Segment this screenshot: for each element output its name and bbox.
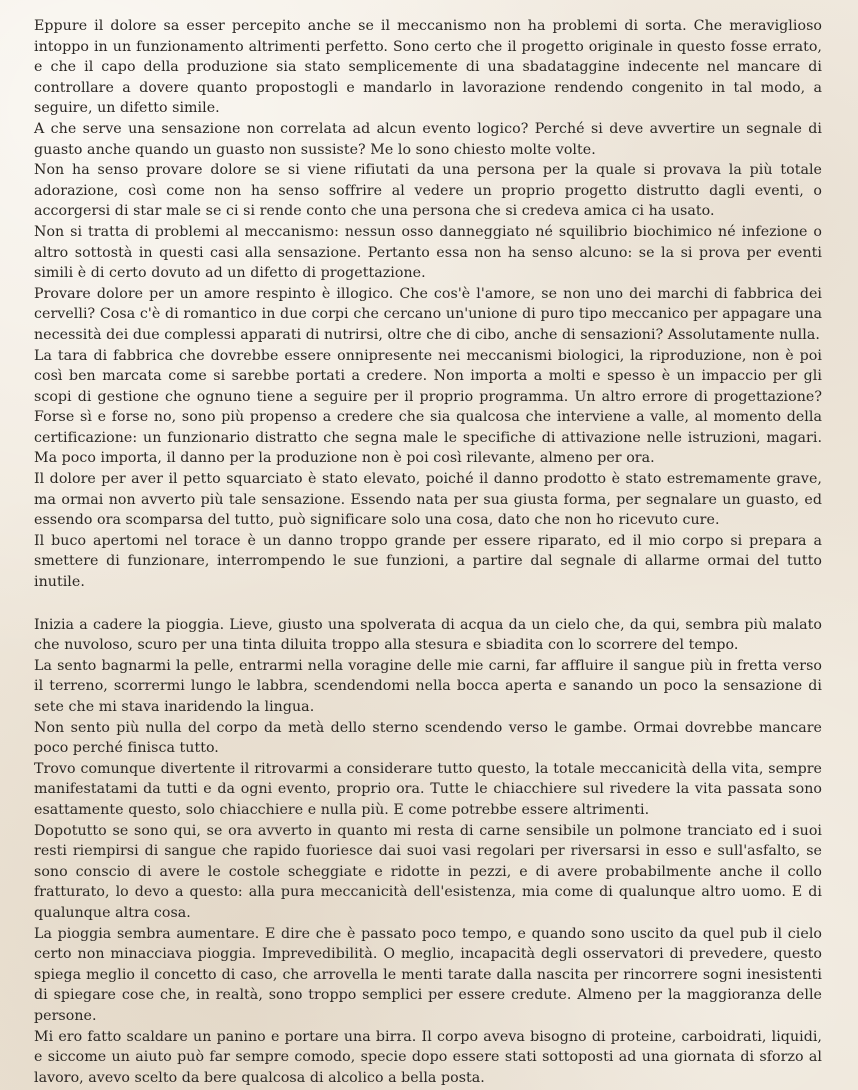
paragraph: Eppure il dolore sa esser percepito anche se il meccanismo non ha problemi di sorta. Che meraviglioso intoppo in un funzionamento altrimenti perfetto. Sono certo che il progetto originale in questo fosse errato, e che il capo della produzione sia stato semplicemente di una sbadataggine indecente nel mancare di controllare a dovere quanto propostogli e mandarlo in lavorazione rendendo congenito in tal modo, a seguire, un difetto simile.	[34, 18, 822, 117]
paragraph: La sento bagnarmi la pelle, entrarmi nella voragine delle mie carni, far affluire il sangue più in fretta verso il terreno, scorrermi lungo le labbra, scendendomi nella bocca aperta e sanando un poco la sensazione di sete che mi stava inaridendo la lingua.	[34, 657, 822, 715]
section-divider	[34, 593, 822, 615]
section-1	[34, 16, 822, 593]
paragraph: La pioggia sembra aumentare. E dire che è passato poco tempo, e quando sono uscito da quel pub il cielo certo non minacciava pioggia. Imprevedibilità. O meglio, incapacità degli osservatori di prevedere, questo spiega meglio il concetto di caso, che arrovella le menti tarate dalla nascita per rincorrere sogni inesistenti di spiegare cose che, in realtà, sono troppo semplici per essere credute. Almeno per la maggioranza delle persone.	[34, 925, 822, 1024]
paragraph: La tara di fabbrica che dovrebbe essere onnipresente nei meccanismi biologici, la riproduzione, non è poi così ben marcata come si sarebbe portati a credere. Non importa a molti e spesso è un impaccio per gli scopi di gestione che ognuno tiene a seguire per il proprio programma. Un altro errore di progettazione? Forse sì e forse no, sono più propenso a credere che sia qualcosa che interviene a valle, al momento della certificazione: un funzionario distratto che segna male le specifiche di attivazione nelle istruzioni, magari. Ma poco importa, il danno per la produzione non è poi così rilevante, almeno per ora.	[34, 347, 822, 467]
paragraph: Mi ero fatto scaldare un panino e portare una birra. Il corpo aveva bisogno di proteine, carboidrati, liquidi, e siccome un aiuto può far sempre comodo, specie dopo essere stati sottoposti ad una giornata di sforzo al lavoro, avevo scelto da bere qualcosa di alcolico a bella posta.	[34, 1028, 822, 1086]
paragraph: Non si tratta di problemi al meccanismo: nessun osso danneggiato né squilibrio biochimico né infezione o altro sottostà in questi casi alla sensazione. Pertanto essa non ha senso alcuno: se la si prova per eventi simili è di certo dovuto ad un difetto di progettazione.	[34, 223, 822, 282]
paragraph: Non sento più nulla del corpo da metà dello sterno scendendo verso le gambe. Ormai dovrebbe mancare poco perché finisca tutto.	[34, 719, 822, 757]
paragraph: Non ha senso provare dolore se si viene rifiutati da una persona per la quale si provava la più totale adorazione, così come non ha senso soffrire al vedere un proprio progetto distrutto dagli eventi, o accorgersi di star male se ci si rende conto che una persona che si credeva amica ci ha usato.	[34, 162, 822, 220]
paragraph: Il dolore per aver il petto squarciato è stato elevato, poiché il danno prodotto è stato estremamente grave, ma ormai non avverto più tale sensazione. Essendo nata per sua giusta forma, per segnalare un guasto, ed essendo ora scomparsa del tutto, può significare solo una cosa, dato che non ho ricevuto cure.	[34, 471, 822, 529]
paragraph: Trovo comunque divertente il ritrovarmi a considerare tutto questo, la totale meccanicità della vita, sempre manifestatami da tutti e da ogni evento, proprio ora. Tutte le chiacchiere sul rivedere la vita passata sono esattamente questo, solo chiacchiere e nulla più. E come potrebbe essere altrimenti.	[34, 760, 822, 818]
paragraph: Inizia a cadere la pioggia. Lieve, giusto una spolverata di acqua da un cielo che, da qui, sembra più malato che nuvoloso, scuro per una tinta diluita troppo alla stesura e sbiadita con lo scorrere del tempo.	[34, 616, 822, 654]
paragraph: Il buco apertomi nel torace è un danno troppo grande per essere riparato, ed il mio corpo si prepara a smettere di funzionare, interrompendo le sue funzioni, a partire dal segnale di allarme ormai del tutto inutile.	[34, 532, 822, 591]
section-2	[34, 615, 822, 1089]
paragraph: A che serve una sensazione non correlata ad alcun evento logico? Perché si deve avvertire un segnale di guasto anche quando un guasto non sussiste? Me lo sono chiesto molte volte.	[34, 120, 822, 158]
paragraph: Provare dolore per un amore respinto è illogico. Che cos'è l'amore, se non uno dei marchi di fabbrica dei cervelli? Cosa c'è di romantico in due corpi che cercano un'unione di puro tipo meccanico per appagare una necessità dei due complessi apparati di nutrirsi, oltre che di cibo, anche di sensazioni? Assolutamente nulla.	[34, 285, 822, 343]
paragraph: Dopotutto se sono qui, se ora avverto in quanto mi resta di carne sensibile un polmone tranciato ed i suoi resti riempirsi di sangue che rapido fuoriesce dai suoi vasi regolari per riversarsi in esso e sull'asfalto, se sono conscio di avere le costole scheggiate e ridotte in pezzi, e di avere probabilmente anche il collo fratturato, lo devo a questo: alla pura meccanicità dell'esistenza, mia come di qualunque altro uomo. E di qualunque altra cosa.	[34, 822, 822, 921]
